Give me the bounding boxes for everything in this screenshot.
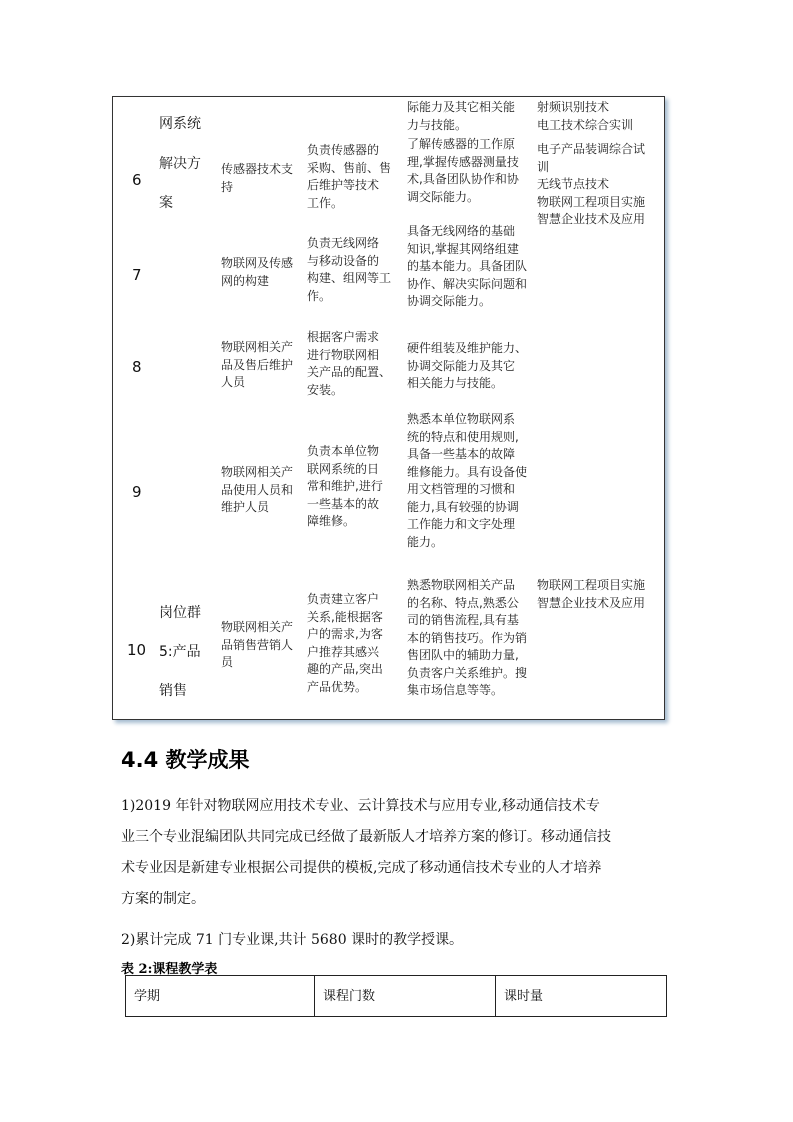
duty-line: 后维护等技术 <box>307 178 380 192</box>
role-line: 物联网相关产 <box>221 620 294 634</box>
duty-line: 安装。 <box>307 382 344 397</box>
ability-cell-row6 <box>407 136 519 206</box>
ability-line: 了解传感器的工作原 <box>407 137 516 151</box>
course-line: 电子产品装调综合试 <box>537 142 646 156</box>
ability-line: 维修能力。具有设备使 <box>407 464 528 479</box>
paragraph-2: 2)累计完成 71 门专业课,共计 5680 课时的教学授课。 <box>121 932 464 948</box>
ability-line: 术,具备团队协作和协 <box>407 172 519 186</box>
row-number-9: 9 <box>132 483 142 501</box>
course-line: 智慧企业技术及应用 <box>537 595 646 610</box>
duty-line: 进行物联网相 <box>307 347 380 362</box>
role-line: 网的构建 <box>221 273 270 288</box>
ability-line: 力与技能。 <box>407 117 468 132</box>
role-line: 员 <box>221 655 234 669</box>
ability-line: 售团队中的辅助力量, <box>407 648 519 662</box>
role-line: 物联网相关产 <box>221 340 294 354</box>
role-line: 维护人员 <box>221 500 270 514</box>
ability-line: 调交际能力。 <box>407 189 480 204</box>
course-teaching-table <box>125 975 667 1017</box>
duty-cell-row9 <box>307 443 383 531</box>
course-line: 射频识别技术 <box>537 100 610 114</box>
group-line: 岗位群 <box>159 605 201 621</box>
group-line: 5:产品 <box>159 644 201 660</box>
duty-line: 关产品的配置、 <box>307 365 392 379</box>
duty-line: 联网系统的日 <box>307 461 380 476</box>
duty-line: 构建、组网等工 <box>307 271 392 285</box>
ability-line: 的基本能力。具备团队 <box>407 259 528 273</box>
ability-cell-row8 <box>407 340 527 393</box>
ability-line: 硬件组装及维护能力、 <box>407 341 528 355</box>
header-term: 学期 <box>126 976 315 1016</box>
ability-line: 司的销售流程,具有基 <box>407 613 519 627</box>
ability-cell-row0 <box>407 99 515 134</box>
ability-line: 协调交际能力。 <box>407 294 492 308</box>
ability-line: 负责客户关系维护。搜 <box>407 665 528 680</box>
ability-line: 际能力及其它相关能 <box>407 100 516 114</box>
ability-line: 熟悉物联网相关产品 <box>407 578 516 592</box>
occupation-table <box>112 96 665 720</box>
role-line: 物联网及传感 <box>221 256 294 270</box>
group-cell-row0 <box>159 105 201 144</box>
group-line: 网系统 <box>159 116 201 132</box>
duty-cell-row8 <box>307 329 391 399</box>
course-line: 物联网工程项目实施 <box>537 578 646 592</box>
duty-line: 负责无线网络 <box>307 236 380 250</box>
duty-line: 工作。 <box>307 195 344 210</box>
role-line: 人员 <box>221 375 246 389</box>
role-line: 品使用人员和 <box>221 482 294 497</box>
duty-cell-row6 <box>307 142 391 212</box>
course-cell-row0 <box>537 99 633 134</box>
duty-line: 一些基本的故 <box>307 496 380 511</box>
paragraph-line: 术专业因是新建专业根据公司提供的模板,完成了移动通信技术专业的人才培养 <box>121 860 602 876</box>
ability-line: 理,掌握传感器测量技 <box>407 154 519 169</box>
ability-cell-row7 <box>407 223 527 311</box>
course-line: 智慧企业技术及应用 <box>537 212 646 226</box>
ability-cell-row10 <box>407 577 527 700</box>
duty-line: 户的需求,为客 <box>307 627 383 641</box>
paragraph-1 <box>121 791 669 915</box>
ability-line: 协作、解决实际问题和 <box>407 276 528 291</box>
ability-line: 的名称、特点,熟悉公 <box>407 595 519 610</box>
role-cell-row6 <box>221 161 293 196</box>
duty-line: 与移动设备的 <box>307 253 380 268</box>
group-cell-row10 <box>159 594 201 711</box>
ability-line: 用文档管理的习惯和 <box>407 482 516 496</box>
ability-line: 工作能力和文字处理 <box>407 517 516 531</box>
row-number-8: 8 <box>132 358 142 376</box>
duty-line: 产品优势。 <box>307 679 368 694</box>
course-cell-row6 <box>537 141 645 229</box>
ability-line: 本的销售技巧。作为销 <box>407 630 528 645</box>
row-number-6: 6 <box>132 171 142 189</box>
duty-line: 障维修。 <box>307 514 356 528</box>
header-class-hours: 课时量 <box>504 989 544 1004</box>
table-caption: 表 2:课程教学表 <box>121 962 218 977</box>
duty-line: 户推荐其感兴 <box>307 644 380 659</box>
role-line: 物联网相关产 <box>221 465 294 479</box>
ability-line: 能力,具有较强的协调 <box>407 499 519 514</box>
ability-line: 能力。 <box>407 534 444 549</box>
role-line: 传感器技术支 <box>221 162 294 176</box>
course-line: 物联网工程项目实施 <box>537 194 646 209</box>
group-line: 销售 <box>159 683 187 699</box>
duty-line: 作。 <box>307 288 332 303</box>
duty-line: 负责本单位物 <box>307 444 380 458</box>
duty-cell-row7 <box>307 235 391 305</box>
role-cell-row7 <box>221 255 293 290</box>
group-line: 案 <box>159 195 173 211</box>
duty-cell-row10 <box>307 591 383 696</box>
role-cell-row10 <box>221 619 293 672</box>
role-cell-row9 <box>221 464 293 517</box>
ability-line: 具备一些基本的故障 <box>407 447 516 461</box>
row-number-10: 10 <box>127 641 147 659</box>
paragraph-line: 业三个专业混编团队共同完成已经做了最新版人才培养方案的修订。移动通信技 <box>121 829 611 845</box>
role-line: 品及售后维护 <box>221 357 294 372</box>
ability-cell-row9 <box>407 411 527 551</box>
duty-line: 关系,能根据客 <box>307 609 383 624</box>
ability-line: 统的特点和使用规则, <box>407 429 519 444</box>
role-cell-row8 <box>221 339 293 392</box>
ability-line: 协调交际能力及其它 <box>407 358 516 373</box>
section-heading: 4.4 教学成果 <box>121 748 250 772</box>
ability-line: 集市场信息等等。 <box>407 683 504 697</box>
group-cell-row6 <box>159 145 201 223</box>
paragraph-line: 方案的制定。 <box>121 891 205 907</box>
group-line: 解决方 <box>159 156 201 172</box>
ability-line: 具备无线网络的基础 <box>407 224 516 238</box>
course-cell-row10 <box>537 577 645 612</box>
duty-line: 负责建立客户 <box>307 592 380 606</box>
ability-line: 知识,掌握其网络组建 <box>407 241 519 256</box>
ability-line: 熟悉本单位物联网系 <box>407 412 516 426</box>
duty-line: 常和维护,进行 <box>307 479 383 493</box>
duty-line: 根据客户需求 <box>307 330 380 344</box>
paragraph-line: 1)2019 年针对物联网应用技术专业、云计算技术与应用专业,移动通信技术专 <box>121 798 600 814</box>
course-line: 无线节点技术 <box>537 177 610 191</box>
ability-line: 相关能力与技能。 <box>407 376 504 390</box>
course-line: 电工技术综合实训 <box>537 117 634 132</box>
duty-line: 采购、售前、售 <box>307 160 392 175</box>
duty-line: 负责传感器的 <box>307 143 380 157</box>
course-line: 训 <box>537 159 550 174</box>
header-course-count: 课程门数 <box>315 976 496 1016</box>
role-line: 持 <box>221 179 234 194</box>
duty-line: 趣的产品,突出 <box>307 662 383 676</box>
role-line: 品销售营销人 <box>221 637 294 652</box>
row-number-7: 7 <box>132 266 142 284</box>
